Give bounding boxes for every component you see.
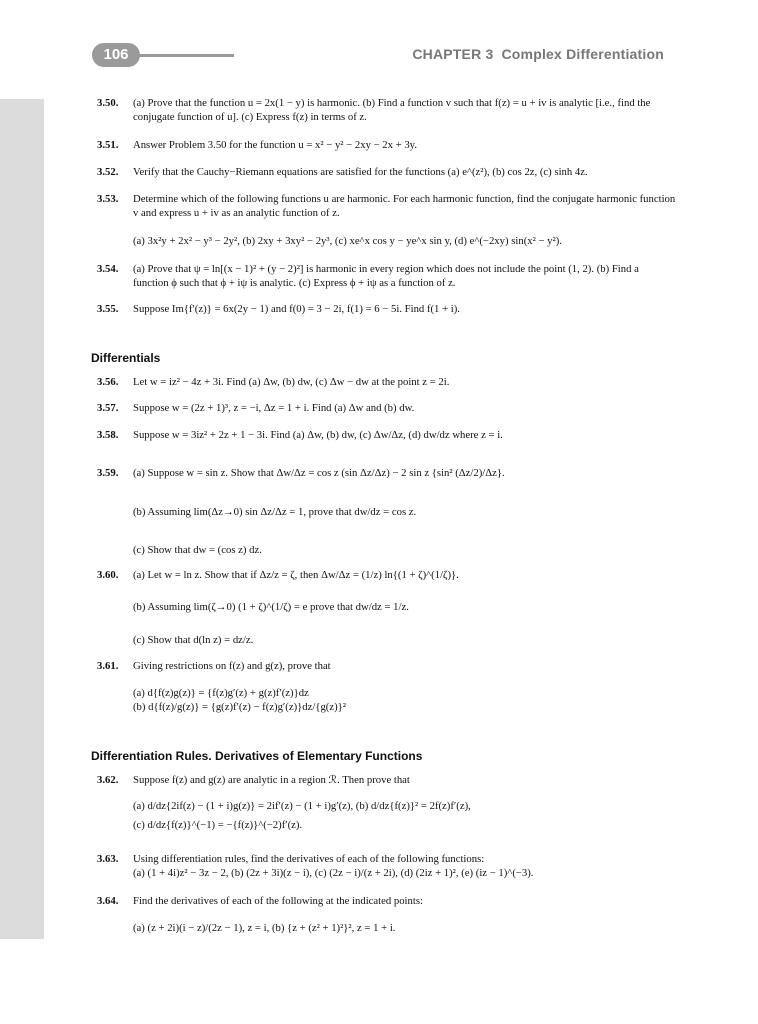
- problem-3-50: [97, 96, 677, 124]
- problem-number: 3.61.: [97, 660, 119, 672]
- problem-3-61-part-b: (b) d{f(z)/g(z)} = {g(z)f′(z) − f(z)g′(z)}dz/{g(z)}²: [133, 701, 346, 713]
- problem-3-60: [97, 568, 677, 582]
- section-heading-differentials: Differentials: [91, 351, 161, 365]
- problem-3-61: [97, 659, 677, 673]
- problem-3-62: [97, 773, 677, 787]
- problem-3-63: [97, 852, 677, 866]
- problem-3-53-parts: (a) 3x²y + 2x² − y³ − 2y², (b) 2xy + 3xy² − 2y³, (c) xe^x cos y − ye^x sin y, (d) e^(−2xy) sin(x² − y²).: [133, 235, 562, 247]
- problem-3-59-part-b: (b) Assuming lim(Δz→0) sin Δz/Δz = 1, prove that dw/dz = cos z.: [133, 506, 417, 518]
- problem-number: 3.64.: [97, 895, 119, 907]
- problem-3-60-part-b: (b) Assuming lim(ζ→0) (1 + ζ)^(1/ζ) = e prove that dw/dz = 1/z.: [133, 601, 409, 613]
- problem-number: 3.60.: [97, 569, 119, 581]
- problem-text: (a) Prove that the function u = 2x(1 − y) is harmonic. (b) Find a function v such that f(z) = u + iv is analytic [i.e., find the conjugate function of u]. (c) Express f(z) in terms of z.: [133, 97, 651, 123]
- problem-number: 3.58.: [97, 429, 119, 441]
- problem-3-56: [97, 375, 677, 389]
- problem-3-60-part-c: (c) Show that d(ln z) = dz/z.: [133, 634, 254, 646]
- problem-3-52: [97, 165, 677, 179]
- problem-text: (a) Suppose w = sin z. Show that Δw/Δz = cos z (sin Δz/Δz) − 2 sin z {sin² (Δz/2)/Δz}.: [133, 467, 505, 479]
- problem-3-54: [97, 262, 677, 290]
- problem-3-58: [97, 428, 677, 442]
- problem-number: 3.57.: [97, 402, 119, 414]
- problem-text: Suppose w = (2z + 1)³, z = −i, Δz = 1 + i. Find (a) Δw and (b) dw.: [133, 402, 415, 414]
- problem-3-62-parts-ab: (a) d/dz{2if(z) − (1 + i)g(z)} = 2if′(z) − (1 + i)g′(z), (b) d/dz{f(z)}² = 2f(z)f′(z),: [133, 800, 471, 812]
- problem-3-64: [97, 894, 677, 908]
- problem-text: Find the derivatives of each of the following at the indicated points:: [133, 895, 423, 907]
- problem-text: Determine which of the following functions u are harmonic. For each harmonic function, find the conjugate harmonic function v and express u + iv as an analytic function of z.: [133, 193, 676, 219]
- problem-text: Suppose Im{f′(z)} = 6x(2y − 1) and f(0) = 3 − 2i, f(1) = 6 − 5i. Find f(1 + i).: [133, 303, 460, 315]
- problem-3-59-part-c: (c) Show that dw = (cos z) dz.: [133, 544, 262, 556]
- problem-text: Suppose w = 3iz² + 2z + 1 − 3i. Find (a) Δw, (b) dw, (c) Δw/Δz, (d) dw/dz where z = i.: [133, 429, 503, 441]
- chapter-label: CHAPTER 3: [412, 46, 494, 62]
- section-heading-rules: Differentiation Rules. Derivatives of Elementary Functions: [91, 749, 423, 763]
- problem-number: 3.59.: [97, 467, 119, 479]
- problem-text: Giving restrictions on f(z) and g(z), prove that: [133, 660, 331, 672]
- problem-text: Suppose f(z) and g(z) are analytic in a region ℛ. Then prove that: [133, 774, 410, 786]
- problem-3-64-parts: (a) (z + 2i)(i − z)/(2z − 1), z = i, (b) {z + (z² + 1)²}², z = 1 + i.: [133, 922, 396, 934]
- problem-number: 3.63.: [97, 853, 119, 865]
- problem-3-59: [97, 466, 677, 480]
- problem-text: (a) Prove that ψ = ln[(x − 1)² + (y − 2)²] is harmonic in every region which does not include the point (1, 2). (b) Find a function ϕ such that ϕ + iψ is analytic. (c) Express ϕ + iψ as a function of z.: [133, 263, 639, 289]
- page-number: 106: [92, 43, 140, 67]
- problem-number: 3.62.: [97, 774, 119, 786]
- problem-text: (a) Let w = ln z. Show that if Δz/z = ζ, then Δw/Δz = (1/z) ln{(1 + ζ)^(1/ζ)}.: [133, 569, 459, 581]
- problem-3-62-part-c: (c) d/dz{f(z)}^(−1) = −{f(z)}^(−2)f′(z).: [133, 819, 303, 831]
- problem-number: 3.53.: [97, 193, 119, 205]
- problem-text: Answer Problem 3.50 for the function u = x² − y² − 2xy − 2x + 3y.: [133, 139, 418, 151]
- problem-3-51: [97, 138, 677, 152]
- problem-text: Verify that the Cauchy−Riemann equations are satisfied for the functions (a) e^(z²), (b) cos 2z, (c) sinh 4z.: [133, 166, 588, 178]
- chapter-title: Complex Differentiation: [501, 46, 664, 62]
- problem-number: 3.54.: [97, 263, 119, 275]
- problem-3-57: [97, 401, 677, 415]
- problem-number: 3.51.: [97, 139, 119, 151]
- problem-number: 3.50.: [97, 97, 119, 109]
- problem-3-61-part-a: (a) d{f(z)g(z)} = {f(z)g′(z) + g(z)f′(z)}dz: [133, 687, 309, 699]
- problem-number: 3.52.: [97, 166, 119, 178]
- problem-3-53: [97, 192, 677, 220]
- problem-text: Let w = iz² − 4z + 3i. Find (a) Δw, (b) dw, (c) Δw − dw at the point z = 2i.: [133, 376, 450, 388]
- problem-3-55: [97, 302, 677, 316]
- problem-number: 3.55.: [97, 303, 119, 315]
- problem-text: Using differentiation rules, find the derivatives of each of the following functions:: [133, 853, 485, 865]
- problem-number: 3.56.: [97, 376, 119, 388]
- problem-3-63-parts: (a) (1 + 4i)z² − 3z − 2, (b) (2z + 3i)(z − i), (c) (2z − i)/(z + 2i), (d) (2iz + 1)², (e) (iz − 1)^(−3).: [133, 867, 534, 879]
